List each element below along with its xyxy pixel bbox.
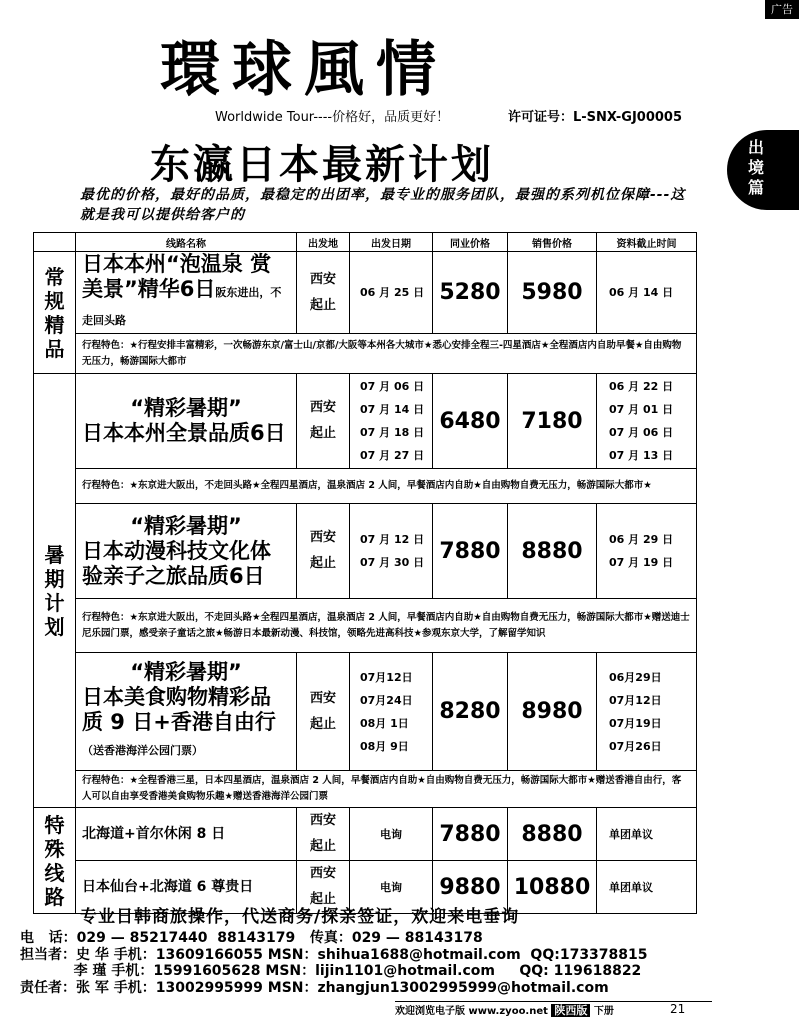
category-cell: 特殊线路 <box>34 808 76 914</box>
table-row <box>34 653 697 771</box>
sale-price: 8880 <box>508 808 597 861</box>
departure-dates: 06 月 25 日 <box>350 252 433 334</box>
features-row <box>34 599 697 653</box>
deadline: 单团单议 <box>597 861 697 914</box>
brand-title: 環球風情 <box>160 35 448 105</box>
table-row <box>34 504 697 599</box>
sale-price: 5980 <box>508 252 597 334</box>
trade-price: 6480 <box>433 374 508 469</box>
trade-price: 7880 <box>433 808 508 861</box>
departure: 西安 起止 <box>297 653 350 771</box>
trade-price: 9880 <box>433 861 508 914</box>
section-tab <box>727 130 799 210</box>
service-slogan: 专业日韩商旅操作，代送商务/探亲签证，欢迎来电垂询 <box>80 907 520 927</box>
departure-dates: 07 月 12 日 07 月 30 日 <box>350 504 433 599</box>
route-name: 日本本州“泡温泉 赏美景”精华6日阪东进出，不走回头路 <box>76 252 297 334</box>
features-text: 行程特色：★东京进大阪出，不走回头路★全程四星酒店，温泉酒店 2 人间，早餐酒店内自助★自由购物自费无压力，畅游国际大都市★赠送迪士尼乐园门票，感受亲子童话之旅★畅游日本最新动漫、科技馆，领略先进高科技★参观东京大学，了解留学知识 <box>76 599 697 653</box>
route-name: “精彩暑期” 日本动漫科技文化体验亲子之旅品质6日 <box>76 504 297 599</box>
departure-dates: 电询 <box>350 861 433 914</box>
features-row <box>34 469 697 504</box>
deadline: 06 月 29 日 07 月 19 日 <box>597 504 697 599</box>
departure: 西安 起止 <box>297 374 350 469</box>
ad-tag: 广告 <box>765 0 799 19</box>
sale-price: 7180 <box>508 374 597 469</box>
departure: 西安 起止 <box>297 252 350 334</box>
table-row <box>34 374 697 469</box>
sale-price: 8880 <box>508 504 597 599</box>
departure-dates: 电询 <box>350 808 433 861</box>
category-cell: 常规精品 <box>34 252 76 374</box>
deadline: 06 月 22 日 07 月 01 日 07 月 06 日 07 月 13 日 <box>597 374 697 469</box>
sale-price: 8980 <box>508 653 597 771</box>
intro-text: 最优的价格，最好的品质，最稳定的出团率，最专业的服务团队，最强的系列机位保障---这就是我可以提供给客户的 <box>80 187 686 223</box>
trade-price: 8280 <box>433 653 508 771</box>
footer-text: 欢迎浏览电子版 www.zyoo.net <box>395 1006 548 1017</box>
header-cell: 出发地 <box>297 233 350 252</box>
features-text: 行程特色：★行程安排丰富精彩，一次畅游东京/富士山/京都/大阪等本州各大城市★悉心安排全程三-四星酒店★全程酒店内自助早餐★自由购物无压力，畅游国际大都市 <box>76 334 697 374</box>
edition-badge: 陕西版 <box>551 1004 590 1017</box>
departure: 西安 起止 <box>297 504 350 599</box>
trade-price: 5280 <box>433 252 508 334</box>
contact-line: 担当者：史 华 手机：13609166055 MSN：shihua1688@hotmail.com QQ:173378815 <box>20 946 648 963</box>
header-cell: 同业价格 <box>433 233 508 252</box>
departure: 西安 起止 <box>297 861 350 914</box>
table-row <box>34 808 697 861</box>
features-text: 行程特色：★东京进大阪出，不走回头路★全程四星酒店，温泉酒店 2 人间，早餐酒店内自助★自由购物自费无压力，畅游国际大都市★ <box>76 469 697 504</box>
features-row <box>34 771 697 808</box>
page-title: 东瀛日本最新计划 <box>150 142 494 188</box>
tour-table <box>33 232 697 914</box>
departure-dates: 07 月 06 日 07 月 14 日 07 月 18 日 07 月 27 日 <box>350 374 433 469</box>
contact-block <box>20 930 648 996</box>
header-cell: 销售价格 <box>508 233 597 252</box>
route-name: 日本仙台+北海道 6 尊贵日 <box>76 861 297 914</box>
departure: 西安 起止 <box>297 808 350 861</box>
deadline: 06 月 14 日 <box>597 252 697 334</box>
contact-line: 责任者：张 军 手机：13002995999 MSN：zhangjun13002995999@hotmail.com <box>20 979 609 996</box>
table-header-row <box>34 233 697 252</box>
section-tab-label: 出境篇 <box>747 138 764 197</box>
license-number: 许可证号：L-SNX-GJ00005 <box>508 110 683 125</box>
table-row <box>34 252 697 334</box>
header-cell: 线路名称 <box>76 233 297 252</box>
volume-label: 下册 <box>593 1006 614 1017</box>
route-name: 北海道+首尔休闲 8 日 <box>76 808 297 861</box>
deadline: 06月29日 07月12日 07月19日 07月26日 <box>597 653 697 771</box>
header-cell: 出发日期 <box>350 233 433 252</box>
trade-price: 7880 <box>433 504 508 599</box>
route-name: “精彩暑期” 日本本州全景品质6日 <box>76 374 297 469</box>
features-row <box>34 334 697 374</box>
contact-line: 电 话：029 — 85217440 88143179 传真：029 — 88143178 <box>20 930 483 946</box>
header-cell: 资料截止时间 <box>597 233 697 252</box>
page-number: 21 <box>670 1002 686 1016</box>
departure-dates: 07月12日 07月24日 08月 1日 08月 9日 <box>350 653 433 771</box>
features-text: 行程特色：★全程香港三星，日本四星酒店，温泉酒店 2 人间，早餐酒店内自助★自由购物自费无压力，畅游国际大都市★赠送香港自由行，客人可以自由享受香港美食购物乐趣★赠送香港海洋公园门票 <box>76 771 697 808</box>
header-cell-category <box>34 233 76 252</box>
deadline: 单团单议 <box>597 808 697 861</box>
contact-line: 李 瑾 手机：15991605628 MSN：lijin1101@hotmail.com QQ: 119618822 <box>20 963 642 979</box>
tagline: Worldwide Tour----价格好，品质更好！ <box>215 110 450 125</box>
category-cell: 暑期计划 <box>34 374 76 808</box>
sale-price: 10880 <box>508 861 597 914</box>
footer <box>395 1001 712 1018</box>
route-name: “精彩暑期” 日本美食购物精彩品质 9 日+香港自由行（送香港海洋公园门票） <box>76 653 297 771</box>
